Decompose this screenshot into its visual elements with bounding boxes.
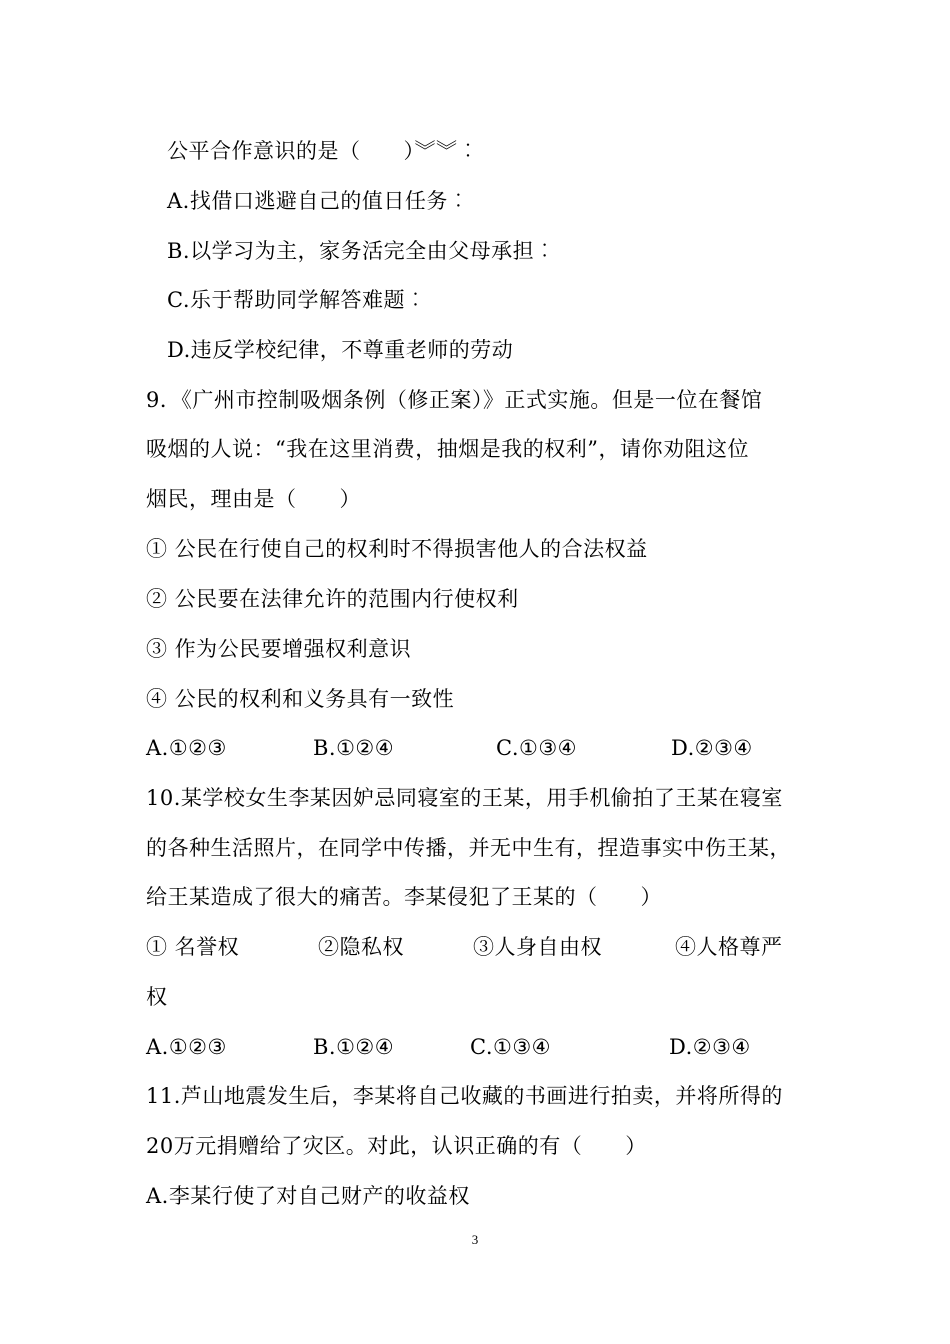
q11-option-a: A.李某行使了对自己财产的收益权 bbox=[146, 1184, 470, 1208]
q10-options-row bbox=[0, 1032, 950, 1062]
q10-items-row bbox=[0, 932, 950, 962]
q10-option-a: A.①②③ bbox=[146, 1035, 227, 1059]
q10-option-b: B.①②④ bbox=[313, 1035, 395, 1059]
q9-option-b: B.①②④ bbox=[313, 736, 395, 760]
q9-item-2: ② 公民要在法律允许的范围内行使权利 bbox=[146, 587, 519, 611]
q10-item-3: ③人身自由权 bbox=[473, 935, 602, 959]
q9-option-c: C.①③④ bbox=[496, 736, 577, 760]
q9-item-3: ③ 作为公民要增强权利意识 bbox=[146, 637, 412, 661]
q9-item-1: ① 公民在行使自己的权利时不得损害他人的合法权益 bbox=[146, 537, 648, 561]
page-number: 3 bbox=[471, 1232, 479, 1247]
q10-option-c: C.①③④ bbox=[470, 1035, 551, 1059]
q9-option-d: D.②③④ bbox=[671, 736, 753, 760]
q11-stem-line-2: 20万元捐赠给了灾区。对此，认识正确的有（ ） bbox=[146, 1134, 647, 1158]
q8-option-d: D.违反学校纪律，不尊重老师的劳动 bbox=[167, 338, 514, 362]
q8-stem-continuation: 公平合作意识的是（ ）︾︾︰ bbox=[167, 139, 479, 163]
q9-stem-line-3: 烟民，理由是（ ） bbox=[146, 487, 361, 511]
q10-stem-line-1: 10.某学校女生李某因妒忌同寝室的王某，用手机偷拍了王某在寝室 bbox=[146, 786, 783, 810]
q10-stem-line-3: 给王某造成了很大的痛苦。李某侵犯了王某的（ ） bbox=[146, 885, 662, 909]
q9-options-row bbox=[0, 733, 950, 763]
q9-option-a: A.①②③ bbox=[146, 736, 227, 760]
q10-item-1: ① 名誉权 bbox=[146, 935, 240, 959]
q10-items-wrap: 权 bbox=[146, 985, 168, 1009]
q10-option-d: D.②③④ bbox=[669, 1035, 751, 1059]
q10-stem-line-2: 的各种生活照片，在同学中传播，并无中生有，捏造事实中伤王某， bbox=[146, 836, 791, 860]
q10-item-4: ④人格尊严 bbox=[675, 935, 783, 959]
q9-stem-line-1: 9．《广州市控制吸烟条例（修正案）》正式实施。但是一位在餐馆 bbox=[146, 388, 763, 412]
q8-option-a: A.找借口逃避自己的值日任务︰ bbox=[167, 189, 470, 213]
q9-stem-line-2: 吸烟的人说：“我在这里消费，抽烟是我的权利”，请你劝阻这位 bbox=[146, 437, 749, 461]
q11-stem-line-1: 11.芦山地震发生后，李某将自己收藏的书画进行拍卖，并将所得的 bbox=[146, 1084, 783, 1108]
q8-option-b: B.以学习为主，家务活完全由父母承担︰ bbox=[167, 239, 556, 263]
q10-item-2: ②隐私权 bbox=[318, 935, 404, 959]
q8-option-c: C.乐于帮助同学解答难题︰ bbox=[167, 288, 427, 312]
q9-item-4: ④ 公民的权利和义务具有一致性 bbox=[146, 687, 455, 711]
